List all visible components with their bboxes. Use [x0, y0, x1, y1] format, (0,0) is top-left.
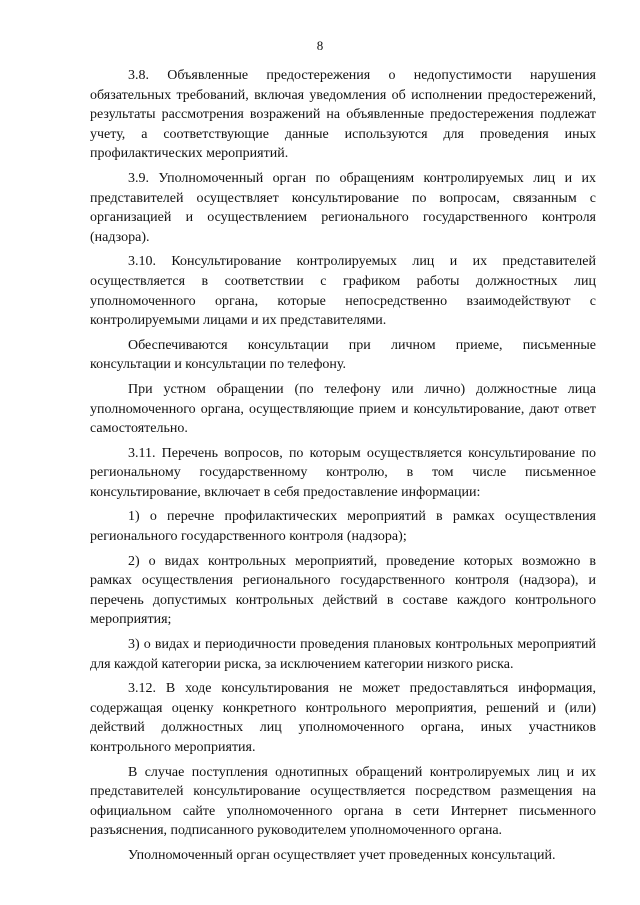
paragraph-3-9: 3.9. Уполномоченный орган по обращениям контролируемых лиц и их представителей осуществляет консультирование по вопросам, связанным с организацией и осуществлением регионального государственного контроля (надзора). — [90, 170, 596, 245]
paragraph-similar-requests: В случае поступления однотипных обращений контролируемых лиц и их представителей консультирование осуществляется посредством размещения на официальном сайте уполномоченного органа в сети Интернет письменного разъяснения, подписанного руководителем уполномоченного органа. — [90, 764, 596, 839]
paragraph-3-10: 3.10. Консультирование контролируемых лиц и их представителей осуществляется в соответствии с графиком работы должностных лиц уполномоченного органа, которые непосредственно взаимодействуют с контролируемыми лицами и их представителями. — [90, 254, 596, 329]
paragraph-consultation-accounting: Уполномоченный орган осуществляет учет проведенных консультаций. — [128, 847, 556, 863]
document-body — [90, 66, 596, 871]
paragraph-3-11: 3.11. Перечень вопросов, по которым осуществляется консультирование по региональному государственному контролю, в том числе письменное консультирование, включает в себя предоставление информации: — [90, 445, 596, 500]
page-number: 8 — [316, 38, 324, 53]
paragraph-consultation-types: Обеспечиваются консультации при личном приеме, письменные консультации и консультации по телефону. — [90, 337, 596, 373]
list-item-2: 2) о видах контрольных мероприятий, проведение которых возможно в рамках осуществления регионального государственного контроля (надзора), и перечень допустимых контрольных действий в составе каждого контрольного мероприятия; — [90, 553, 596, 628]
paragraph-oral-request: При устном обращении (по телефону или лично) должностные лица уполномоченного органа, осуществляющие прием и консультирование, дают ответ самостоятельно. — [90, 381, 596, 437]
paragraph-3-8: 3.8. Объявленные предостережения о недопустимости нарушения обязательных требований, включая уведомления об исполнении предостережений, результаты рассмотрения возражений на объявленные предостережения подлежат учету, а соответствующие данные используются для проведения иных профилактических мероприятий. — [90, 68, 596, 162]
list-item-3: 3) о видах и периодичности проведения плановых контрольных мероприятий для каждой категории риска, за исключением категории низкого риска. — [90, 637, 596, 672]
paragraph-3-12: 3.12. В ходе консультирования не может предоставляться информация, содержащая оценку конкретного контрольного мероприятия, решений и (или) действий должностных лиц уполномоченного органа, иных участников контрольного мероприятия. — [90, 681, 596, 755]
list-item-1: 1) о перечне профилактических мероприятий в рамках осуществления регионального государственного контроля (надзора); — [90, 509, 596, 545]
